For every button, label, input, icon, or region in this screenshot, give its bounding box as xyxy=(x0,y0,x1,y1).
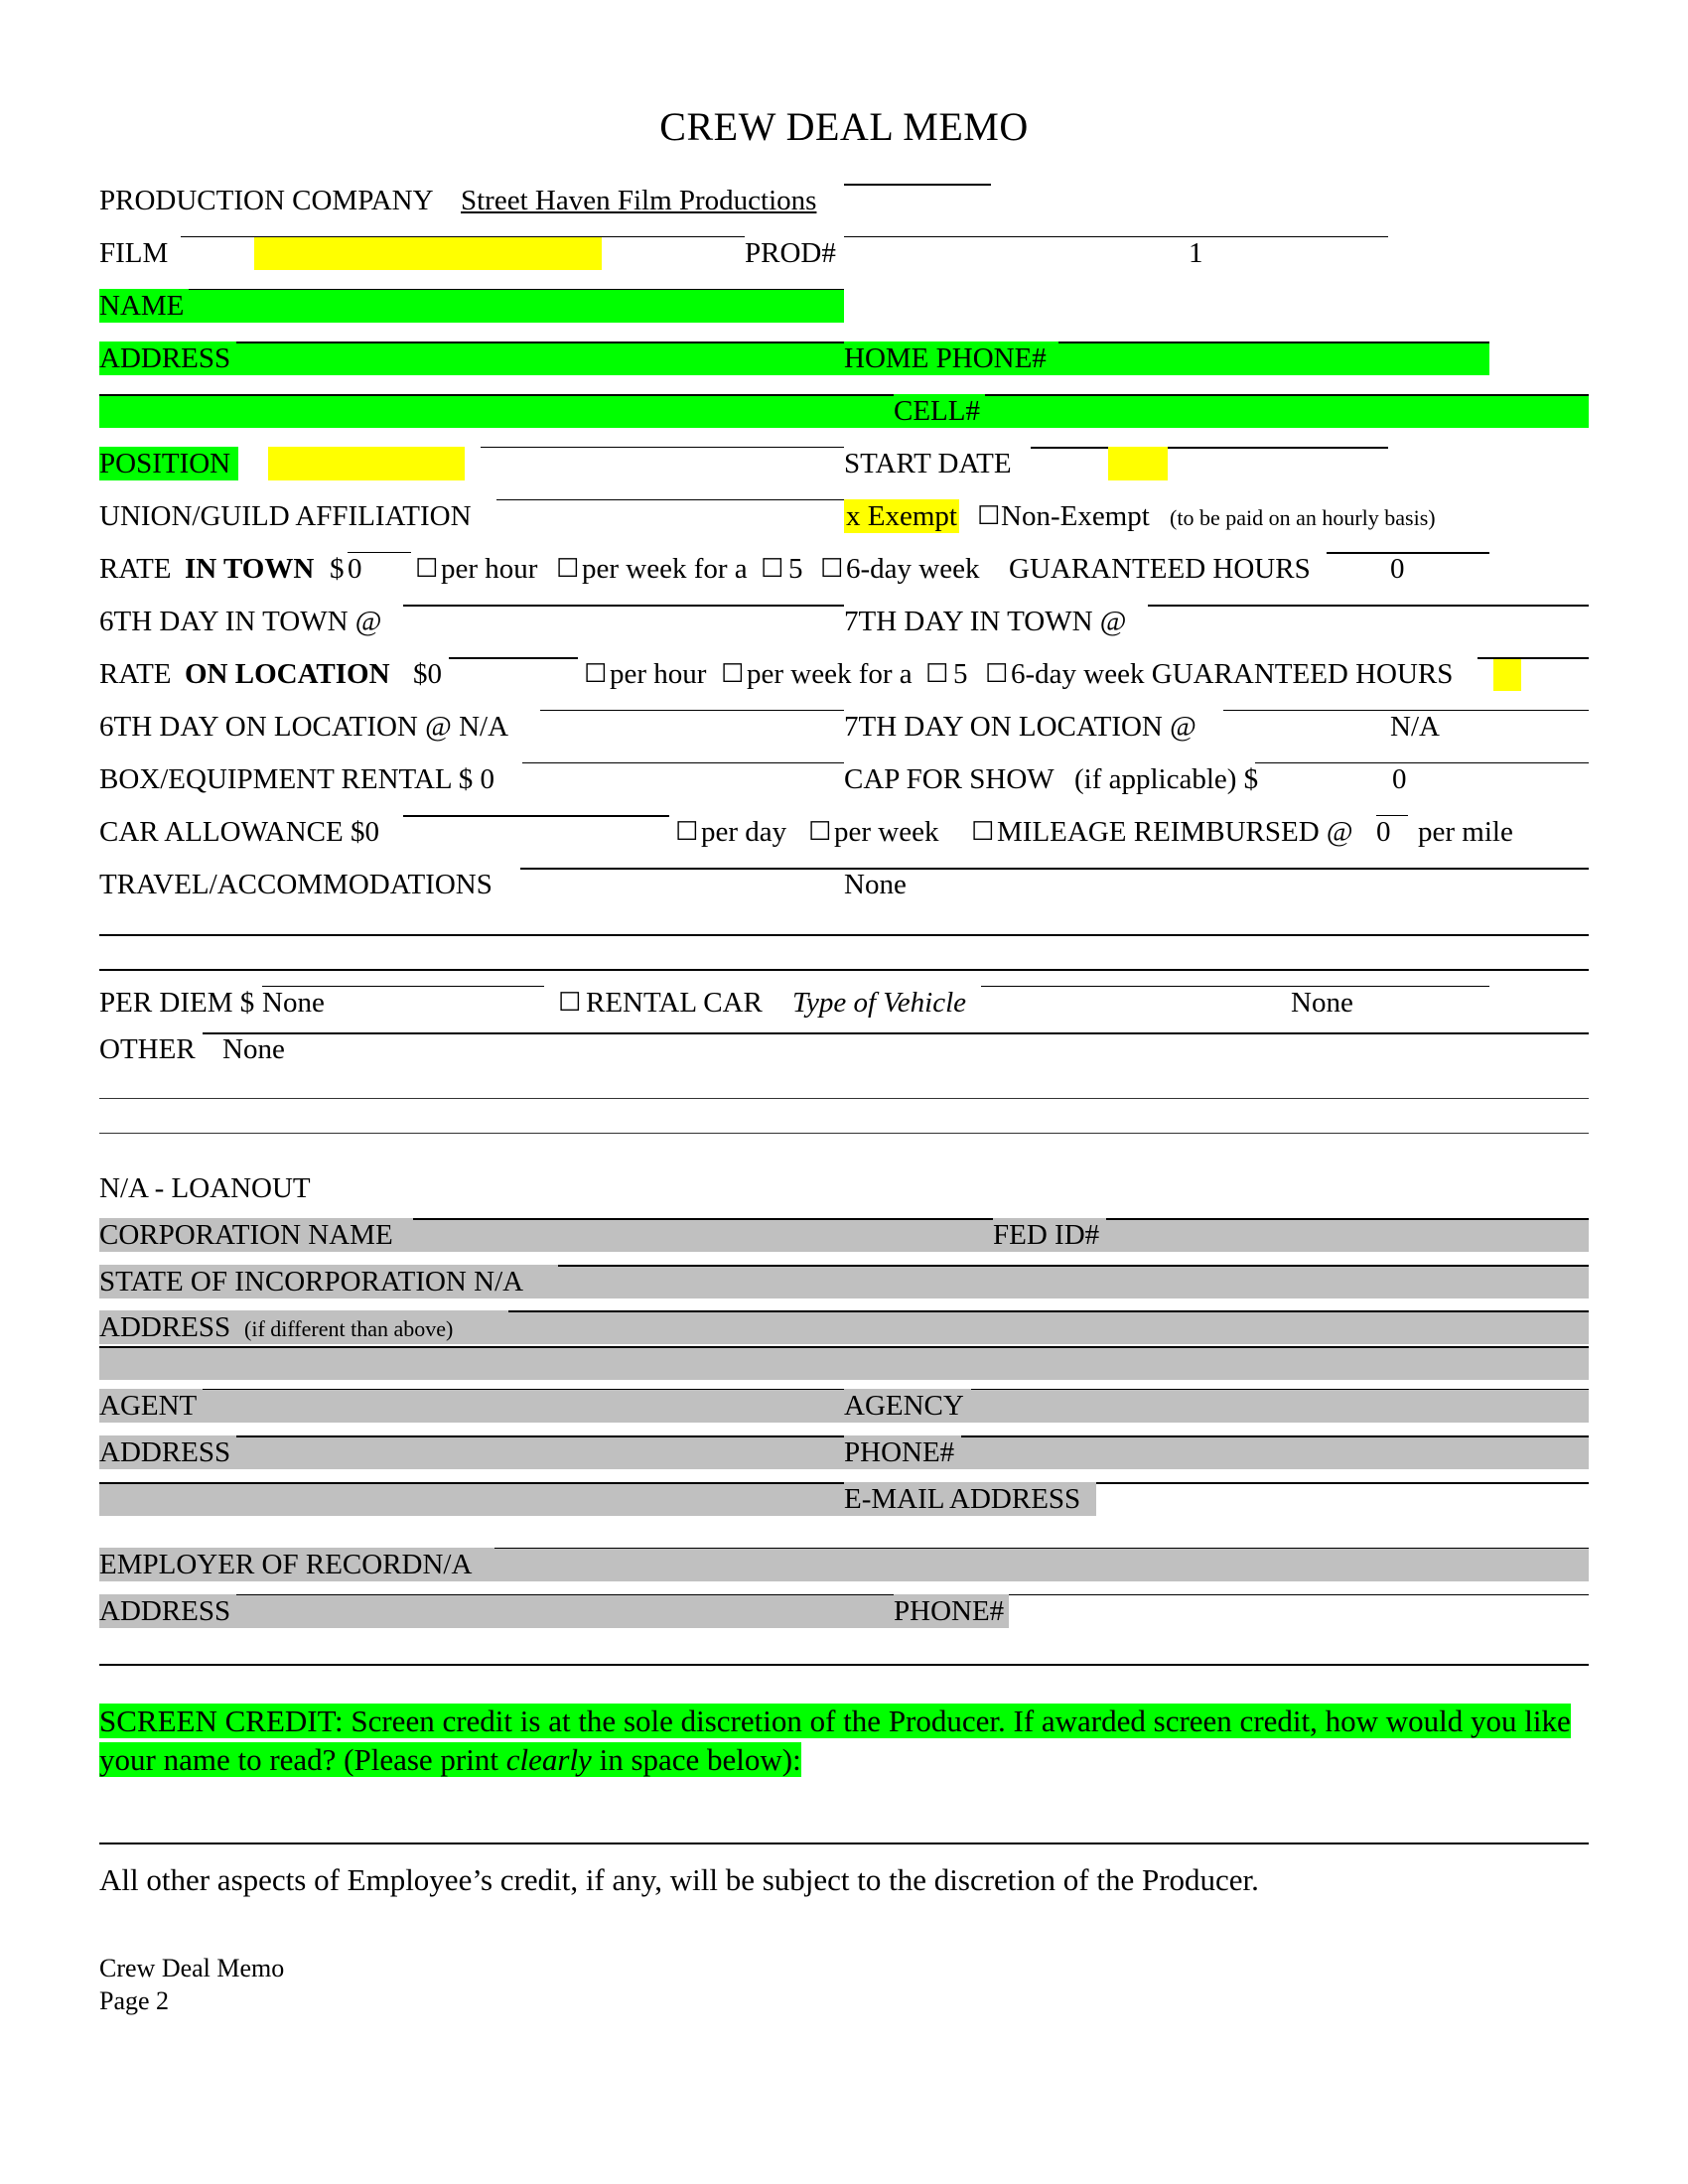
per-diem-row xyxy=(99,986,1589,1020)
address-line-2-field[interactable] xyxy=(99,394,894,396)
production-company-row xyxy=(99,184,1589,217)
loanout-address-line-2-row xyxy=(99,1346,1589,1380)
mileage-value[interactable]: 0 xyxy=(1376,816,1391,848)
name-row xyxy=(99,289,1589,323)
agent-row xyxy=(99,1389,1589,1423)
seventh-day-in-town-label: 7TH DAY IN TOWN @ xyxy=(844,606,1127,637)
five-day-label: 5 xyxy=(788,553,803,585)
guaranteed-hours-label: GUARANTEED HOURS xyxy=(1009,553,1311,585)
sixth-day-on-location-field[interactable] xyxy=(540,710,844,711)
employer-address-row xyxy=(99,1594,1589,1628)
agent-address-label: ADDRESS xyxy=(99,1436,231,1468)
rate-in-town-value[interactable]: 0 xyxy=(348,553,362,585)
film-row xyxy=(99,236,1589,270)
film-label: FILM xyxy=(99,237,169,269)
email-label: E-MAIL ADDRESS xyxy=(844,1483,1081,1515)
state-row xyxy=(99,1265,1589,1298)
name-label: NAME xyxy=(99,290,185,322)
exempt-option[interactable]: x Exempt xyxy=(846,500,957,532)
non-exempt-label: Non-Exempt xyxy=(1001,500,1150,532)
travel-row xyxy=(99,868,1589,901)
other-row xyxy=(99,1032,1589,1066)
in-town-label: IN TOWN xyxy=(185,553,315,585)
dollar-sign: $ xyxy=(330,553,345,585)
loanout-address-row xyxy=(99,1310,1589,1344)
agency-field[interactable] xyxy=(971,1389,1589,1390)
film-field[interactable] xyxy=(254,236,602,270)
agent-address-line-2-field[interactable] xyxy=(99,1482,844,1484)
car-allowance-row xyxy=(99,815,1589,849)
loanout-address-label: ADDRESS xyxy=(99,1311,231,1343)
corporation-row xyxy=(99,1218,1589,1252)
guaranteed-hours-field[interactable] xyxy=(1493,657,1521,691)
per-hour-checkbox[interactable]: ☐ xyxy=(415,554,439,584)
loanout-address-line-2-field[interactable] xyxy=(99,1346,1589,1348)
five-day-checkbox[interactable]: ☐ xyxy=(761,554,784,584)
employer-of-record-label: EMPLOYER OF RECORDN/A xyxy=(99,1549,473,1580)
box-rental-row xyxy=(99,762,1589,796)
production-company-label: PRODUCTION COMPANY xyxy=(99,185,434,216)
sixth-day-in-town-label: 6TH DAY IN TOWN @ xyxy=(99,606,382,637)
per-week-label: per week xyxy=(834,816,939,848)
union-field[interactable] xyxy=(496,499,844,500)
start-date-field[interactable] xyxy=(1108,447,1168,480)
non-exempt-checkbox[interactable]: ☐ xyxy=(977,501,1001,531)
name-field[interactable] xyxy=(189,289,844,290)
other-line-3[interactable] xyxy=(99,1133,1589,1134)
home-phone-label: HOME PHONE# xyxy=(844,342,1047,374)
state-of-incorporation-field[interactable] xyxy=(558,1265,1589,1267)
agent-phone-label: PHONE# xyxy=(844,1436,955,1468)
rate-label: RATE xyxy=(99,658,172,690)
sixth-day-in-town-field[interactable] xyxy=(403,605,844,607)
per-week-checkbox[interactable]: ☐ xyxy=(808,817,832,847)
employer-row xyxy=(99,1548,1589,1581)
screen-credit-text xyxy=(99,1702,1589,1779)
agent-address-field[interactable] xyxy=(236,1435,844,1437)
corporation-name-label: CORPORATION NAME xyxy=(99,1219,393,1251)
cap-for-show-label: CAP FOR SHOW xyxy=(844,763,1055,795)
rate-on-location-row xyxy=(99,657,1589,691)
position-field[interactable] xyxy=(268,447,465,480)
travel-line-3[interactable] xyxy=(99,969,1589,971)
address-field[interactable] xyxy=(236,341,844,343)
employer-address-line-2[interactable] xyxy=(99,1664,1589,1666)
position-label: POSITION xyxy=(99,448,231,479)
per-mile-label: per mile xyxy=(1418,816,1513,848)
union-row xyxy=(99,499,1589,533)
loanout-address-note: (if different than above) xyxy=(244,1316,454,1341)
address-label: ADDRESS xyxy=(99,342,231,374)
per-week-label: per week for a xyxy=(582,553,748,585)
vehicle-type-label: Type of Vehicle xyxy=(792,987,967,1019)
production-company-value[interactable]: Street Haven Film Productions xyxy=(461,185,817,216)
vehicle-type-value[interactable]: None xyxy=(1291,987,1353,1019)
five-day-checkbox[interactable]: ☐ xyxy=(925,659,949,689)
loanout-heading: N/A - LOANOUT xyxy=(99,1172,311,1204)
screen-credit-emphasis: clearly xyxy=(505,1742,592,1777)
address-row xyxy=(99,341,1589,375)
rate-in-town-row xyxy=(99,552,1589,586)
six-day-checkbox[interactable]: ☐ xyxy=(820,554,844,584)
cap-for-show-value[interactable]: 0 xyxy=(1392,763,1407,795)
per-diem-value[interactable]: None xyxy=(262,987,325,1019)
employer-of-record-field[interactable] xyxy=(494,1548,1589,1549)
rate-on-location-value[interactable]: $0 xyxy=(413,658,442,690)
page-title: CREW DEAL MEMO xyxy=(659,104,1029,149)
footer-page-number: Page 2 xyxy=(99,1986,170,2015)
loanout-address-field[interactable] xyxy=(508,1310,1589,1312)
other-line-2[interactable] xyxy=(99,1098,1589,1099)
mileage-label: MILEAGE REIMBURSED @ xyxy=(997,816,1353,848)
five-day-label: 5 xyxy=(953,658,968,690)
per-day-label: per day xyxy=(701,816,787,848)
agent-field[interactable] xyxy=(203,1389,844,1390)
employer-phone-label: PHONE# xyxy=(894,1595,1005,1627)
travel-line-2[interactable] xyxy=(99,934,1589,936)
cell-row xyxy=(99,394,1589,428)
guaranteed-hours-value[interactable]: 0 xyxy=(1390,553,1405,585)
union-label: UNION/GUILD AFFILIATION xyxy=(99,500,472,532)
corporation-name-field[interactable] xyxy=(413,1218,993,1220)
page-footer xyxy=(99,1952,284,2017)
seventh-day-in-town-field[interactable] xyxy=(1148,605,1589,607)
on-location-label: ON LOCATION xyxy=(185,658,390,690)
travel-label: TRAVEL/ACCOMMODATIONS xyxy=(99,869,492,900)
footer-title: Crew Deal Memo xyxy=(99,1954,285,1982)
per-week-label: per week for a xyxy=(747,658,913,690)
credit-discretion-note: All other aspects of Employee’s credit, if any, will be subject to the discretion of the Producer. xyxy=(99,1862,1259,1897)
rental-car-label: RENTAL CAR xyxy=(586,987,763,1019)
box-rental-label: BOX/EQUIPMENT RENTAL $ 0 xyxy=(99,763,495,795)
cell-field[interactable] xyxy=(985,394,1589,396)
employer-address-label: ADDRESS xyxy=(99,1595,231,1627)
screen-credit-name-field[interactable] xyxy=(99,1843,1589,1844)
six-day-label: 6-day week xyxy=(846,553,980,585)
seventh-day-on-location-label: 7TH DAY ON LOCATION @ xyxy=(844,711,1196,743)
travel-value[interactable]: None xyxy=(844,869,907,900)
car-allowance-field[interactable] xyxy=(403,815,669,817)
agent-address-row xyxy=(99,1435,1589,1469)
cell-label: CELL# xyxy=(894,395,980,427)
screen-credit-instructions: SCREEN CREDIT: Screen credit is at the sole discretion of the Producer. If awarded screen credit, how would you like your name to read? (Please print xyxy=(99,1704,1571,1777)
employer-address-field[interactable] xyxy=(236,1594,894,1595)
car-allowance-label: CAR ALLOWANCE $0 xyxy=(99,816,379,848)
email-field[interactable] xyxy=(1096,1482,1589,1484)
six-day-checkbox[interactable]: ☐ xyxy=(985,659,1009,689)
agent-phone-field[interactable] xyxy=(961,1435,1589,1437)
box-rental-field[interactable] xyxy=(522,762,844,763)
cap-for-show-note: (if applicable) $ xyxy=(1074,763,1259,795)
position-row xyxy=(99,447,1589,480)
rate-label: RATE xyxy=(99,553,172,585)
prod-number-label: PROD# xyxy=(745,237,836,269)
agency-label: AGENCY xyxy=(844,1390,964,1422)
start-date-label: START DATE xyxy=(844,448,1012,479)
per-diem-label: PER DIEM $ xyxy=(99,987,255,1019)
home-phone-field[interactable] xyxy=(1058,341,1489,343)
mileage-checkbox[interactable]: ☐ xyxy=(971,817,995,847)
employer-phone-field[interactable] xyxy=(1009,1594,1589,1595)
in-town-days-row xyxy=(99,605,1589,638)
on-location-days-row xyxy=(99,710,1589,744)
per-hour-label: per hour xyxy=(610,658,707,690)
screen-credit-instructions-end: in space below): xyxy=(591,1742,801,1777)
per-week-checkbox[interactable]: ☐ xyxy=(556,554,580,584)
prod-number-value[interactable]: 1 xyxy=(1189,237,1203,269)
per-week-checkbox[interactable]: ☐ xyxy=(721,659,745,689)
loanout-heading-row xyxy=(99,1171,1589,1205)
email-row xyxy=(99,1482,1589,1516)
state-of-incorporation-label: STATE OF INCORPORATION N/A xyxy=(99,1266,524,1297)
other-label: OTHER xyxy=(99,1033,196,1065)
other-value[interactable]: None xyxy=(222,1033,285,1065)
per-hour-checkbox[interactable]: ☐ xyxy=(584,659,608,689)
non-exempt-note: (to be paid on an hourly basis) xyxy=(1170,505,1436,530)
six-day-guaranteed-label: 6-day week GUARANTEED HOURS xyxy=(1011,658,1454,690)
agent-label: AGENT xyxy=(99,1390,198,1422)
sixth-day-on-location-label: 6TH DAY ON LOCATION @ N/A xyxy=(99,711,509,743)
rental-car-checkbox[interactable]: ☐ xyxy=(558,988,582,1018)
seventh-day-on-location-value[interactable]: N/A xyxy=(1390,711,1440,743)
per-day-checkbox[interactable]: ☐ xyxy=(675,817,699,847)
fed-id-label: FED ID# xyxy=(993,1219,1100,1251)
per-hour-label: per hour xyxy=(441,553,538,585)
fed-id-field[interactable] xyxy=(1106,1218,1589,1220)
